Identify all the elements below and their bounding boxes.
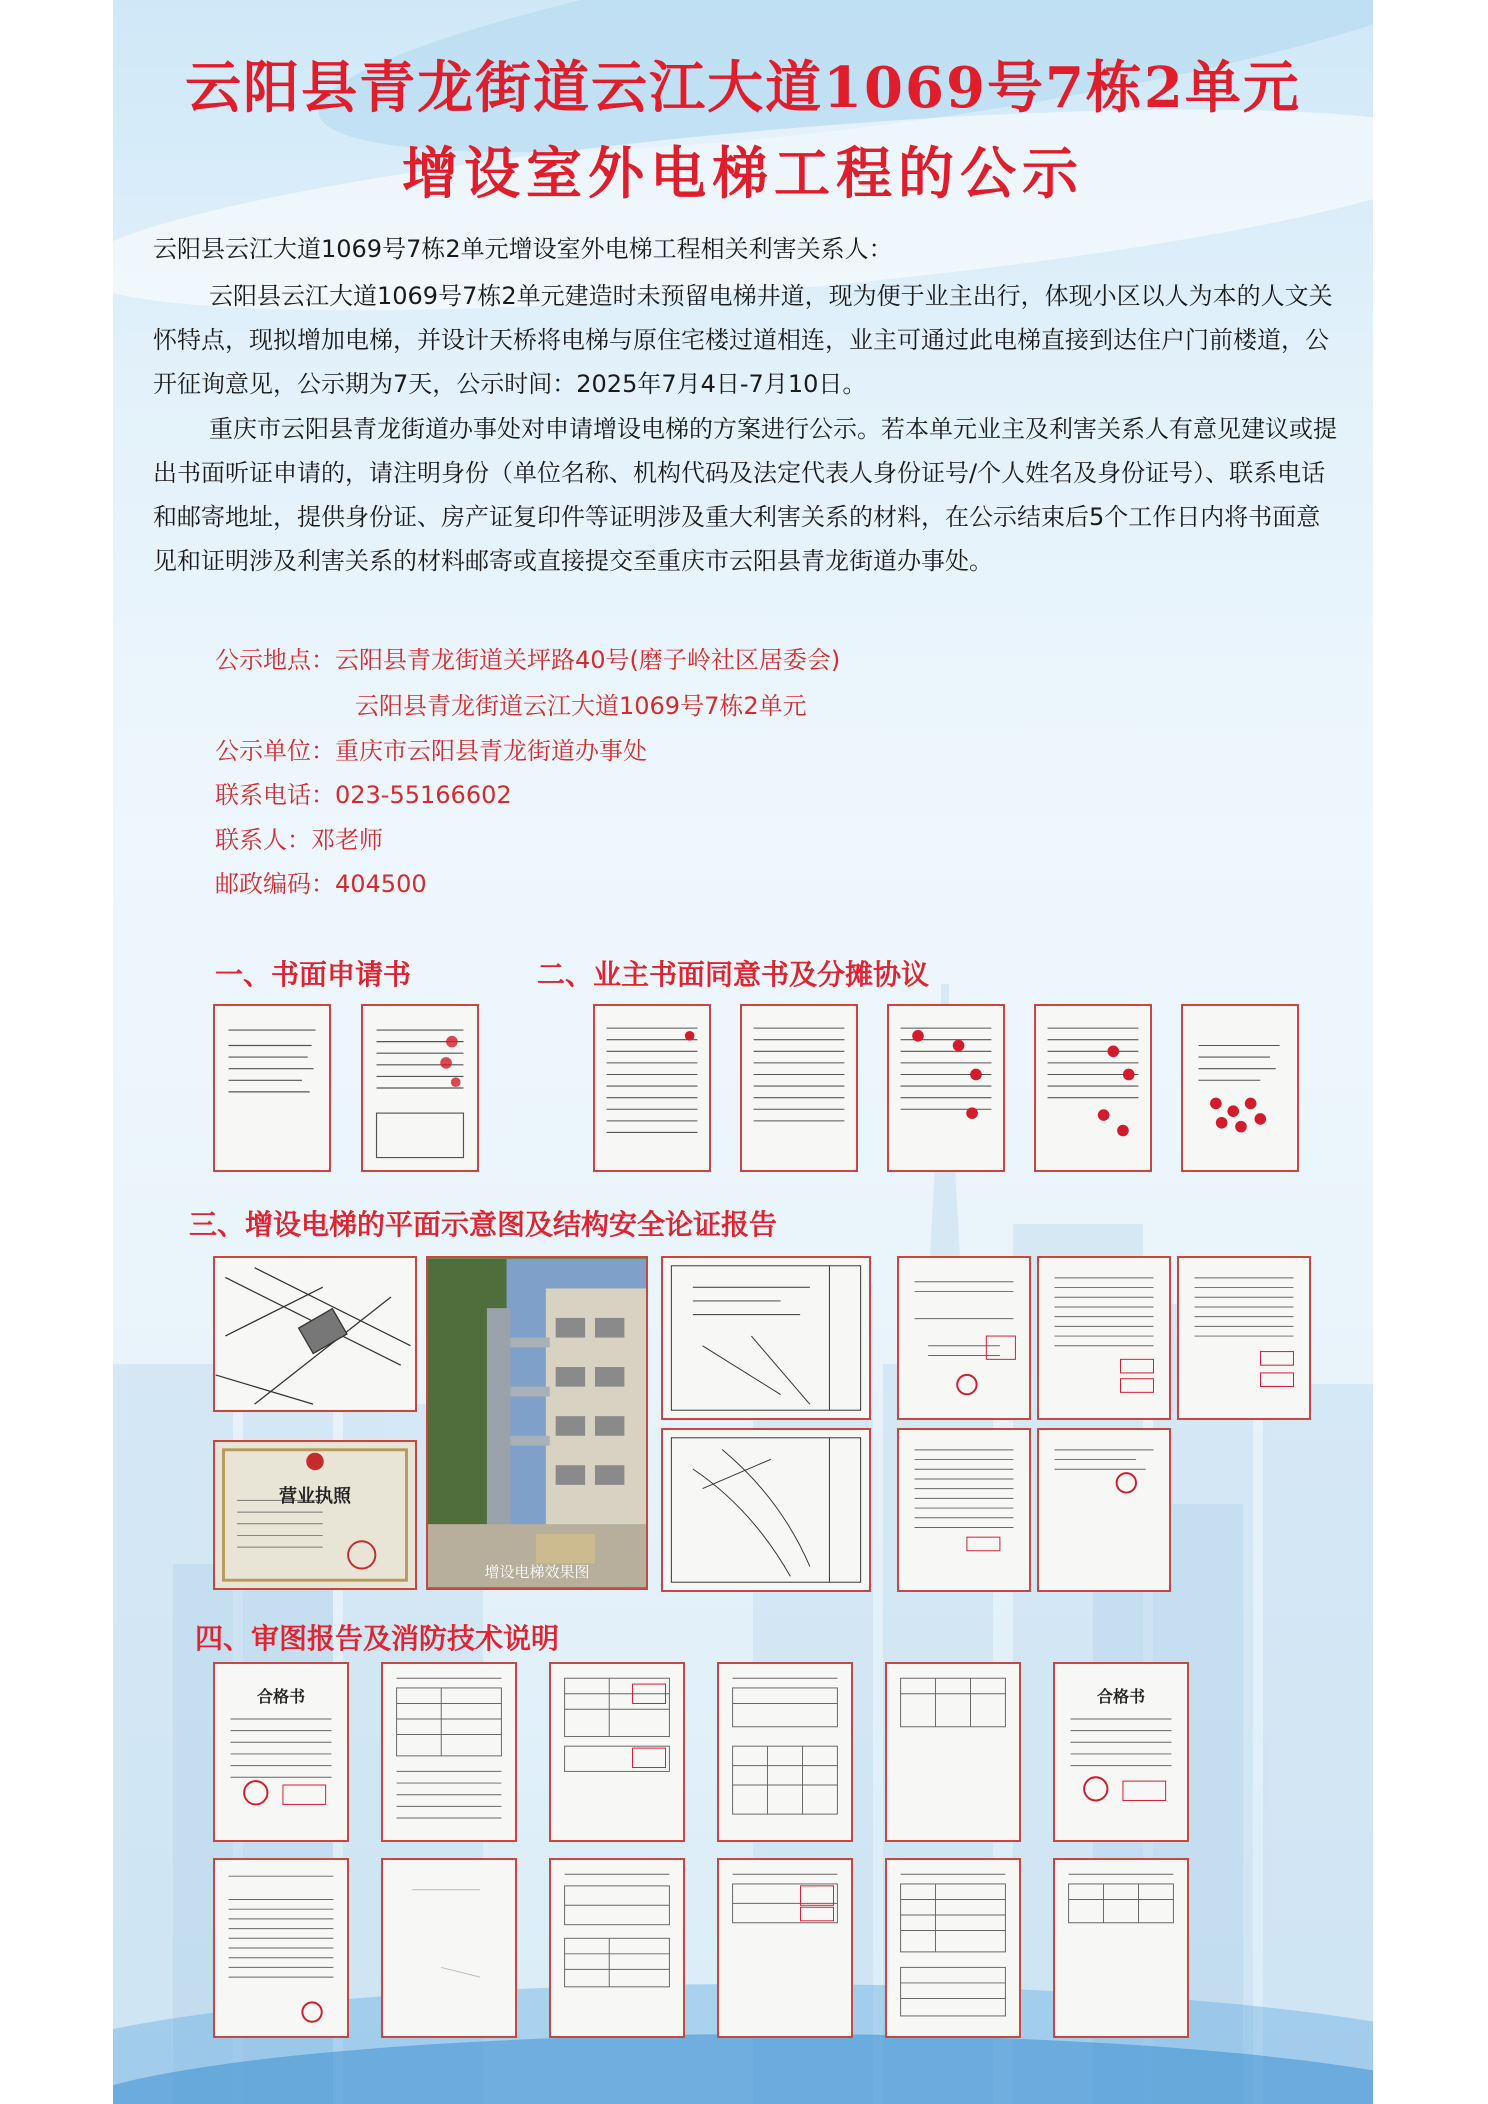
fire-safety-document-page xyxy=(1053,1858,1189,2038)
safety-report-page xyxy=(1037,1256,1171,1420)
info-contact-label: 联系人： xyxy=(215,826,311,854)
safety-report-page xyxy=(1037,1428,1171,1592)
elevator-rendering-photo xyxy=(426,1256,648,1590)
section-2-title: 二、业主书面同意书及分摊协议 xyxy=(537,958,930,991)
consent-document-thumbnail xyxy=(593,1004,711,1172)
notice-title-line1: 云阳县青龙街道云江大道1069号7栋2单元 xyxy=(185,55,1301,121)
info-location-value-1: 云阳县青龙街道关坪路40号(磨子岭社区居委会) xyxy=(335,646,841,674)
review-report-page xyxy=(885,1662,1021,1842)
fire-safety-document-page xyxy=(549,1858,685,2038)
consent-document-thumbnail xyxy=(1181,1004,1299,1172)
info-phone-value: 023-55166602 xyxy=(335,781,512,809)
info-location-value-2: 云阳县青龙街道云江大道1069号7栋2单元 xyxy=(355,692,807,720)
fire-safety-document-page xyxy=(885,1858,1021,2038)
info-phone xyxy=(215,775,512,810)
info-location-label: 公示地点： xyxy=(215,646,335,674)
info-contact-value: 邓老师 xyxy=(311,826,383,854)
review-report-page xyxy=(381,1662,517,1842)
review-report-page xyxy=(549,1662,685,1842)
application-document-thumbnail xyxy=(213,1004,331,1172)
paragraph-procedure: 重庆市云阳县青龙街道办事处对申请增设电梯的方案进行公示。若本单元业主及利害关系人有意见建议或提出书面听证申请的，请注明身份（单位名称、机构代码及法定代表人身份证号/个人姓名及身份证号）、联系电话和邮寄地址，提供身份证、房产证复印件等证明涉及重大利害关系的材料，在公示结束后5个工作日内将书面意见和证明涉及利害关系的材料邮寄或直接提交至重庆市云阳县青龙街道办事处。 xyxy=(153,415,1337,575)
site-plan-drawing xyxy=(661,1256,871,1420)
section-1-title: 一、书面申请书 xyxy=(215,958,412,991)
site-plan-drawing xyxy=(661,1428,871,1592)
consent-document-thumbnail xyxy=(740,1004,858,1172)
notice-poster xyxy=(113,0,1373,2104)
floor-plan-sketch xyxy=(213,1256,417,1412)
rendering-caption: 增设电梯效果图 xyxy=(484,1563,590,1581)
info-contact xyxy=(215,820,383,855)
info-postcode-label: 邮政编码： xyxy=(215,870,335,898)
fire-safety-document-page xyxy=(213,1858,349,2038)
section-4-title: 四、审图报告及消防技术说明 xyxy=(195,1622,560,1655)
business-license-image xyxy=(213,1440,417,1590)
safety-report-page xyxy=(1177,1256,1311,1420)
fire-safety-document-page xyxy=(381,1858,517,2038)
notice-title-line2: 增设室外电梯工程的公示 xyxy=(402,141,1084,207)
section-3-title: 三、增设电梯的平面示意图及结构安全论证报告 xyxy=(189,1208,778,1241)
info-postcode xyxy=(215,864,427,899)
qualification-certificate-title: 合格书 xyxy=(256,1687,305,1706)
application-document-thumbnail xyxy=(361,1004,479,1172)
review-report-page xyxy=(717,1662,853,1842)
qualification-certificate-page xyxy=(1053,1662,1189,1842)
qualification-certificate-title: 合格书 xyxy=(1096,1687,1145,1706)
business-license-title: 营业执照 xyxy=(279,1486,351,1507)
info-unit-label: 公示单位： xyxy=(215,737,335,765)
info-location-2 xyxy=(355,686,807,721)
addressee-line: 云阳县云江大道1069号7栋2单元增设室外电梯工程相关利害关系人： xyxy=(153,235,893,263)
safety-report-page xyxy=(897,1256,1031,1420)
info-phone-label: 联系电话： xyxy=(215,781,335,809)
info-postcode-value: 404500 xyxy=(335,870,427,898)
consent-document-thumbnail xyxy=(1034,1004,1152,1172)
consent-document-thumbnail xyxy=(887,1004,1005,1172)
info-unit xyxy=(215,731,647,766)
fire-safety-document-page xyxy=(717,1858,853,2038)
qualification-certificate-page xyxy=(213,1662,349,1842)
info-unit-value: 重庆市云阳县青龙街道办事处 xyxy=(335,737,647,765)
safety-report-page xyxy=(897,1428,1031,1592)
info-location xyxy=(215,640,840,675)
paragraph-intro: 云阳县云江大道1069号7栋2单元建造时未预留电梯井道，现为便于业主出行，体现小区以人为本的人文关怀特点，现拟增加电梯，并设计天桥将电梯与原住宅楼过道相连，业主可通过此电梯直接到达住户门前楼道，公开征询意见，公示期为7天，公示时间：2025年7月4日-7月10日。 xyxy=(153,282,1333,398)
